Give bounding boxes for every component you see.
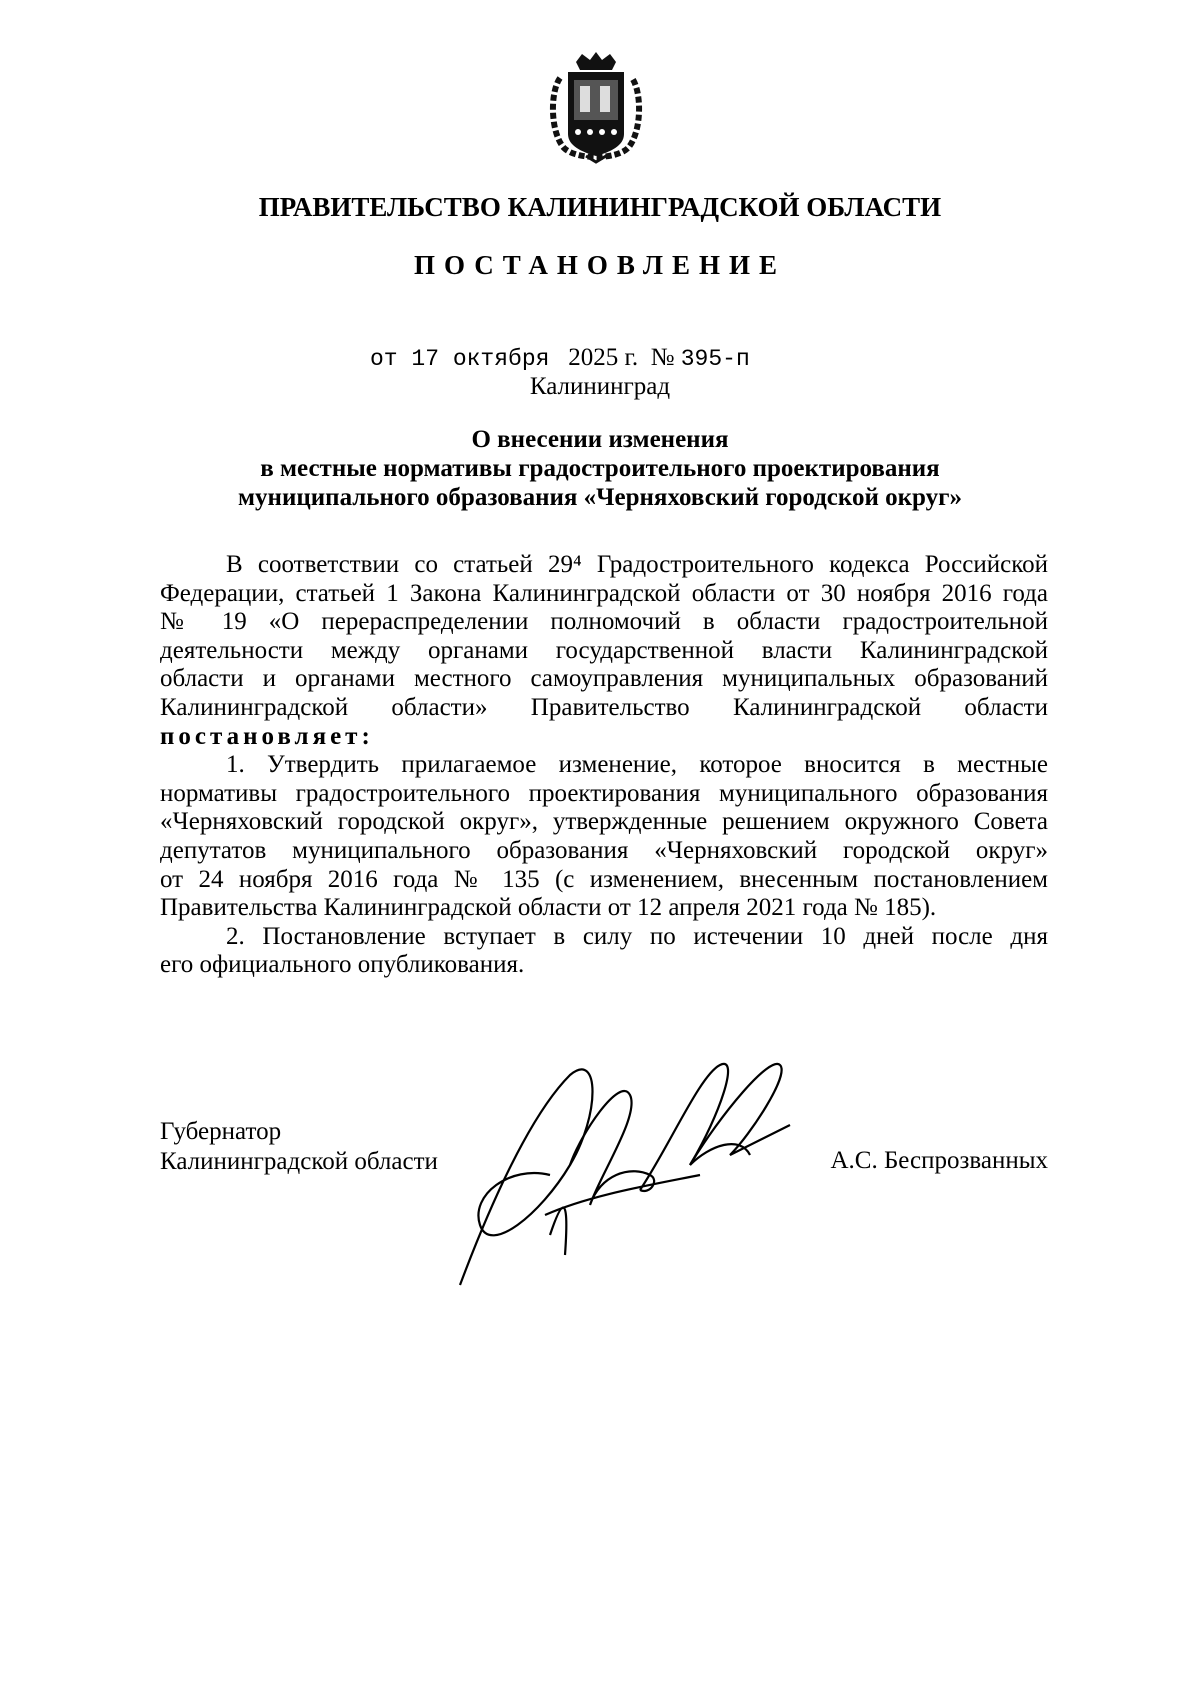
handwritten-signature [450, 1055, 810, 1300]
resolves-word: постановляет: [160, 722, 374, 750]
body-line: от 24 ноября 2016 года № 135 (с изменением, внесенным постановлением [160, 865, 1048, 893]
body-line: 2. Постановление вступает в силу по истечении 10 дней после дня [226, 922, 1048, 950]
body-line: № 19 «О перераспределении полномочий в области градостроительной [160, 608, 1048, 636]
body-line: Калининградской области» Правительство Калининградской области [160, 693, 1048, 721]
position-line: Губернатор [160, 1118, 282, 1145]
date: от 17 октября [370, 346, 550, 372]
body-line: нормативы градостроительного проектирования муниципального образования [160, 779, 1048, 807]
document-number: 395-п [680, 346, 750, 372]
subject-line: муниципального образования «Черняховский городской округ» [238, 484, 962, 511]
subject-line: О внесении изменения [471, 426, 729, 453]
body-line: области и органами местного самоуправления муниципальных образований [160, 665, 1048, 693]
document-type: ПОСТАНОВЛЕНИЕ [413, 250, 787, 280]
body-line: его официального опубликования. [160, 951, 525, 979]
subject-line: в местные нормативы градостроительного проектирования [260, 455, 940, 482]
body-line: депутатов муниципального образования «Черняховский городской округ» [160, 836, 1048, 864]
date-line [370, 344, 750, 372]
body-line: Федерации, статьей 1 Закона Калининградской области от 30 ноября 2016 года [160, 579, 1048, 607]
body-line: «Черняховский городской округ», утвержденные решением окружного Совета [160, 808, 1048, 836]
body-line: В соответствии со статьей 29⁴ Градостроительного кодекса Российской [226, 551, 1048, 578]
number-sign: № [650, 344, 675, 371]
position-line: Калининградской области [160, 1148, 438, 1175]
document-subject [0, 425, 1200, 512]
body-line: деятельности между органами государственной власти Калининградской [160, 636, 1048, 664]
signatory-position [160, 1117, 438, 1177]
city: Калининград [529, 373, 671, 400]
body-line: Правительства Калининградской области от 12 апреля 2021 года № 185). [160, 894, 937, 922]
body-line: 1. Утвердить прилагаемое изменение, которое вносится в местные [226, 751, 1048, 779]
coat-of-arms-emblem [546, 52, 646, 164]
year: 2025 г. [568, 344, 639, 371]
organization-title: ПРАВИТЕЛЬСТВО КАЛИНИНГРАДСКОЙ ОБЛАСТИ [258, 192, 942, 222]
signatory-name: А.С. Беспрозванных [830, 1147, 1048, 1174]
document-body [160, 551, 1048, 980]
